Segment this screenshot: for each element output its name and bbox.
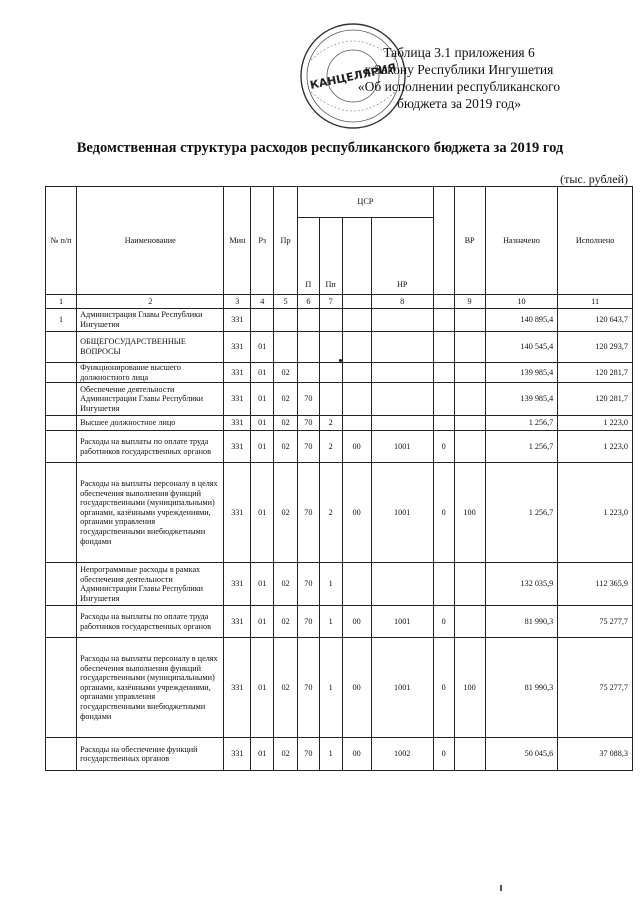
column-index-cell: 7 [319, 295, 342, 309]
cell-a [342, 563, 371, 606]
cell-name: Обеспечение деятельности Администрации Главы Республики Ингушетия [77, 383, 224, 416]
appendix-line: к Закону Республики Ингушетия [364, 62, 554, 77]
cell-assigned: 1 256,7 [485, 416, 558, 431]
cell-executed: 120 281,7 [558, 383, 633, 416]
cell-assigned: 139 985,4 [485, 383, 558, 416]
cell-assigned: 140 895,4 [485, 309, 558, 332]
cell-min: 331 [224, 463, 251, 563]
cell-vr [454, 606, 485, 638]
cell-name: Непрограммные расходы в рамках обеспечения деятельности Администрации Главы Республики Ингушетия [77, 563, 224, 606]
cell-pp [319, 309, 342, 332]
cell-assigned: 139 985,4 [485, 363, 558, 383]
cell-executed: 1 223,0 [558, 431, 633, 463]
cell-num [46, 606, 77, 638]
column-index-cell: 11 [558, 295, 633, 309]
cell-min: 331 [224, 431, 251, 463]
cell-executed: 1 223,0 [558, 416, 633, 431]
units-label: (тыс. рублей) [560, 172, 628, 186]
cell-vr: 100 [454, 463, 485, 563]
cell-pr: 02 [274, 363, 298, 383]
cell-pp [319, 363, 342, 383]
cell-pp: 2 [319, 431, 342, 463]
col-header-num: № п/п [46, 187, 77, 295]
cell-p: 70 [297, 431, 319, 463]
cell-name: ОБЩЕГОСУДАРСТВЕННЫЕ ВОПРОСЫ [77, 332, 224, 363]
cell-b: 0 [433, 606, 454, 638]
cell-num [46, 431, 77, 463]
cell-p: 70 [297, 638, 319, 738]
cell-assigned: 132 035,9 [485, 563, 558, 606]
cell-rz: 01 [251, 738, 274, 771]
cell-vr [454, 416, 485, 431]
cell-nr [371, 563, 433, 606]
table-row [46, 416, 633, 431]
cell-pp: 2 [319, 463, 342, 563]
cell-b [433, 363, 454, 383]
cell-a [342, 416, 371, 431]
column-index-cell: 8 [371, 295, 433, 309]
cell-rz: 01 [251, 416, 274, 431]
cell-nr: 1001 [371, 638, 433, 738]
cell-executed: 75 277,7 [558, 606, 633, 638]
cell-p [297, 309, 319, 332]
cell-nr: 1002 [371, 738, 433, 771]
cell-pp: 1 [319, 638, 342, 738]
cell-vr [454, 563, 485, 606]
cell-pp: 1 [319, 738, 342, 771]
cell-a [342, 363, 371, 383]
col-header-nr: НР [371, 218, 433, 295]
cell-num [46, 738, 77, 771]
cell-b: 0 [433, 431, 454, 463]
cell-nr [371, 309, 433, 332]
cell-name: Расходы на выплаты по оплате труда работников государственных органов [77, 431, 224, 463]
appendix-line: «Об исполнении республиканского [357, 79, 561, 94]
cell-rz: 01 [251, 606, 274, 638]
scan-mark [500, 885, 502, 891]
col-header-min: Мин [224, 187, 251, 295]
appendix-line: бюджета за 2019 год» [397, 96, 521, 111]
cell-pr: 02 [274, 463, 298, 563]
cell-min: 331 [224, 383, 251, 416]
cell-name: Расходы на выплаты персоналу в целях обеспечения выполнения функций государственными (муниципальными) органами, казёнными учреждениями, органами управления государственными внебюджетными фондами [77, 463, 224, 563]
cell-name: Расходы на выплаты по оплате труда работников государственных органов [77, 606, 224, 638]
cell-pr: 02 [274, 563, 298, 606]
cell-p: 70 [297, 416, 319, 431]
svg-text:КАНЦЕЛЯРИЯ: КАНЦЕЛЯРИЯ [308, 61, 398, 92]
cell-p [297, 363, 319, 383]
cell-p [297, 332, 319, 363]
cell-executed: 120 293,7 [558, 332, 633, 363]
cell-min: 331 [224, 606, 251, 638]
cell-vr: 100 [454, 638, 485, 738]
cell-p: 70 [297, 563, 319, 606]
cell-rz: 01 [251, 383, 274, 416]
cell-rz: 01 [251, 363, 274, 383]
col-header-assigned: Назначено [485, 187, 558, 295]
table-row [46, 309, 633, 332]
cell-min: 331 [224, 309, 251, 332]
cell-pr: 02 [274, 431, 298, 463]
appendix-header [334, 44, 584, 112]
cell-name: Администрация Главы Республики Ингушетия [77, 309, 224, 332]
cell-a: 00 [342, 431, 371, 463]
cell-assigned: 81 990,3 [485, 606, 558, 638]
table-row [46, 383, 633, 416]
cell-p: 70 [297, 738, 319, 771]
column-index-cell [433, 295, 454, 309]
cell-nr: 1001 [371, 463, 433, 563]
cell-min: 331 [224, 638, 251, 738]
cell-rz: 01 [251, 563, 274, 606]
cell-a: 00 [342, 638, 371, 738]
cell-vr [454, 383, 485, 416]
col-header-pp: Пп [319, 218, 342, 295]
cell-b: 0 [433, 738, 454, 771]
cell-min: 331 [224, 563, 251, 606]
cell-num [46, 383, 77, 416]
cell-pr: 02 [274, 383, 298, 416]
cell-num [46, 638, 77, 738]
cell-rz: 01 [251, 638, 274, 738]
cell-nr: 1001 [371, 606, 433, 638]
cell-b: 0 [433, 463, 454, 563]
col-header-a [342, 218, 371, 295]
appendix-line: Таблица 3.1 приложения 6 [383, 45, 535, 60]
cell-pp [319, 383, 342, 416]
cell-b [433, 309, 454, 332]
cell-pr: 02 [274, 638, 298, 738]
cell-executed: 120 643,7 [558, 309, 633, 332]
cell-nr [371, 363, 433, 383]
cell-b [433, 563, 454, 606]
col-header-p: П [297, 218, 319, 295]
cell-assigned: 1 256,7 [485, 431, 558, 463]
column-index-cell: 6 [297, 295, 319, 309]
cell-vr [454, 431, 485, 463]
col-header-pr: Пр [274, 187, 298, 295]
cell-num [46, 563, 77, 606]
cell-assigned: 50 045,6 [485, 738, 558, 771]
cell-p: 70 [297, 606, 319, 638]
cell-num [46, 363, 77, 383]
cell-num [46, 463, 77, 563]
cell-min: 331 [224, 738, 251, 771]
table-row [46, 563, 633, 606]
col-header-csr: ЦСР [297, 187, 433, 218]
cell-name: Функционирование высшего должностного лица [77, 363, 224, 383]
cell-nr: 1001 [371, 431, 433, 463]
cell-pr: 02 [274, 416, 298, 431]
cell-vr [454, 309, 485, 332]
cell-name: Расходы на обеспечение функций государственных органов [77, 738, 224, 771]
cell-rz: 01 [251, 332, 274, 363]
cell-rz: 01 [251, 431, 274, 463]
cell-rz: 01 [251, 463, 274, 563]
cell-name: Высшее должностное лицо [77, 416, 224, 431]
cell-min: 331 [224, 332, 251, 363]
column-index-cell: 10 [485, 295, 558, 309]
document-title: Ведомственная структура расходов республиканского бюджета за 2019 год [76, 140, 564, 156]
cell-executed: 120 281,7 [558, 363, 633, 383]
cell-pr [274, 332, 298, 363]
column-index-row [46, 295, 633, 309]
col-header-vr: ВР [454, 187, 485, 295]
cell-p: 70 [297, 463, 319, 563]
table-row [46, 363, 633, 383]
cell-a: 00 [342, 606, 371, 638]
table-row [46, 332, 633, 363]
header-row-top [46, 187, 633, 218]
cell-min: 331 [224, 363, 251, 383]
cell-rz [251, 309, 274, 332]
ink-dot [339, 359, 342, 362]
cell-a [342, 309, 371, 332]
cell-vr [454, 363, 485, 383]
column-index-cell: 3 [224, 295, 251, 309]
column-index-cell: 9 [454, 295, 485, 309]
cell-num [46, 332, 77, 363]
cell-executed: 1 223,0 [558, 463, 633, 563]
cell-assigned: 140 545,4 [485, 332, 558, 363]
cell-b [433, 332, 454, 363]
cell-executed: 112 365,9 [558, 563, 633, 606]
cell-nr [371, 416, 433, 431]
cell-a [342, 383, 371, 416]
cell-nr [371, 332, 433, 363]
cell-a [342, 332, 371, 363]
cell-num [46, 416, 77, 431]
column-index-cell [342, 295, 371, 309]
cell-b [433, 383, 454, 416]
cell-a: 00 [342, 738, 371, 771]
cell-pp: 1 [319, 606, 342, 638]
cell-pp [319, 332, 342, 363]
cell-vr [454, 332, 485, 363]
column-index-cell: 1 [46, 295, 77, 309]
col-header-name: Наименование [77, 187, 224, 295]
cell-nr [371, 383, 433, 416]
cell-b [433, 416, 454, 431]
col-header-executed: Исполнено [558, 187, 633, 295]
cell-executed: 75 277,7 [558, 638, 633, 738]
cell-pp: 1 [319, 563, 342, 606]
cell-pr [274, 309, 298, 332]
cell-name: Расходы на выплаты персоналу в целях обеспечения выполнения функций государственными (муниципальными) органами, казёнными учреждениями, органами управления государственными внебюджетными фондами [77, 638, 224, 738]
cell-pp: 2 [319, 416, 342, 431]
cell-executed: 37 088,3 [558, 738, 633, 771]
cell-pr: 02 [274, 738, 298, 771]
table-row [46, 606, 633, 638]
table-row [46, 463, 633, 563]
col-header-rz: Рз [251, 187, 274, 295]
column-index-cell: 2 [77, 295, 224, 309]
cell-p: 70 [297, 383, 319, 416]
table-row [46, 431, 633, 463]
table-row [46, 738, 633, 771]
cell-num: 1 [46, 309, 77, 332]
column-index-cell: 4 [251, 295, 274, 309]
table-row [46, 638, 633, 738]
cell-b: 0 [433, 638, 454, 738]
column-index-cell: 5 [274, 295, 298, 309]
cell-min: 331 [224, 416, 251, 431]
cell-pr: 02 [274, 606, 298, 638]
cell-vr [454, 738, 485, 771]
cell-assigned: 81 990,3 [485, 638, 558, 738]
cell-assigned: 1 256,7 [485, 463, 558, 563]
expenditure-table [45, 186, 633, 771]
cell-a: 00 [342, 463, 371, 563]
col-header-blank [433, 187, 454, 295]
